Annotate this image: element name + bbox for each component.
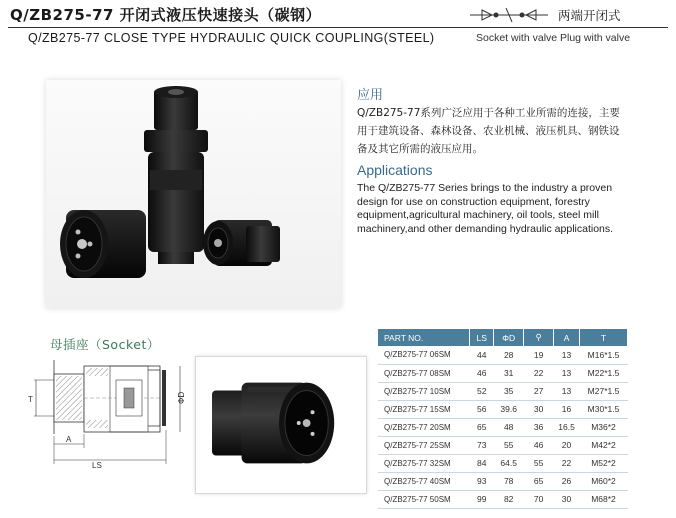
table-cell: 22 [524, 364, 554, 382]
table-cell: Q/ZB275-77 40SM [378, 472, 470, 490]
socket-with-valve-label: Socket with valve [476, 32, 558, 44]
table-cell: 46 [470, 364, 494, 382]
table-cell: 73 [470, 436, 494, 454]
table-cell: M27*1.5 [580, 382, 628, 400]
dim-t-label: T [28, 395, 33, 404]
table-row [378, 346, 628, 364]
table-cell: 70 [524, 490, 554, 508]
table-cell: M52*2 [580, 454, 628, 472]
table-cell: 35 [494, 382, 524, 400]
table-cell: M22*1.5 [580, 364, 628, 382]
applications-heading-zh: 应用 [357, 88, 384, 103]
table-row [378, 418, 628, 436]
table-cell: M42*2 [580, 436, 628, 454]
table-cell: 36 [524, 418, 554, 436]
col-ls: LS [470, 329, 494, 346]
table-cell: 99 [470, 490, 494, 508]
table-cell: 65 [470, 418, 494, 436]
table-cell: 52 [470, 382, 494, 400]
table-cell: Q/ZB275-77 10SM [378, 382, 470, 400]
table-cell: 13 [554, 364, 580, 382]
table-cell: Q/ZB275-77 20SM [378, 418, 470, 436]
plug-with-valve-label: Plug with valve [560, 32, 631, 44]
table-cell: 31 [494, 364, 524, 382]
socket-section-title: 母插座（Socket） [50, 337, 160, 352]
valve-symbol-icon [468, 6, 550, 24]
table-cell: 55 [494, 436, 524, 454]
table-cell: 19 [524, 346, 554, 364]
table-cell: 93 [470, 472, 494, 490]
table-row [378, 472, 628, 490]
col-d: ΦD [494, 329, 524, 346]
table-cell: 78 [494, 472, 524, 490]
table-cell: 64.5 [494, 454, 524, 472]
table-cell: 39.6 [494, 400, 524, 418]
spec-table [378, 329, 628, 509]
table-cell: Q/ZB275-77 06SM [378, 346, 470, 364]
table-cell: Q/ZB275-77 50SM [378, 490, 470, 508]
table-cell: 46 [524, 436, 554, 454]
table-row [378, 382, 628, 400]
table-cell: 44 [470, 346, 494, 364]
table-cell: 26 [554, 472, 580, 490]
applications-text-zh: Q/ZB275-77系列广泛应用于各种工业所需的连接，主要用于建筑设备、森林设备、农业机械、液压机具、钢铁设备及其它所需的液压应用。 [357, 107, 620, 155]
socket-technical-drawing [28, 352, 193, 472]
table-cell: M16*1.5 [580, 346, 628, 364]
table-row [378, 490, 628, 508]
dim-d-label: ΦD [177, 391, 186, 404]
table-row [378, 454, 628, 472]
table-cell: Q/ZB275-77 32SM [378, 454, 470, 472]
table-cell: 48 [494, 418, 524, 436]
table-row [378, 436, 628, 454]
dim-a-label: A [66, 435, 72, 444]
table-cell: M60*2 [580, 472, 628, 490]
table-cell: M68*2 [580, 490, 628, 508]
table-cell: 30 [554, 490, 580, 508]
table-cell: 22 [554, 454, 580, 472]
table-cell: 16 [554, 400, 580, 418]
header-divider [8, 27, 668, 28]
table-cell: 82 [494, 490, 524, 508]
table-cell: 84 [470, 454, 494, 472]
table-cell: 16.5 [554, 418, 580, 436]
table-cell: 13 [554, 382, 580, 400]
applications-text-en: The Q/ZB275-77 Series brings to the industry a proven design for use on construction equipment, forestry equipment,agricultural machinery, oil tools, steel mill machinery,and other demanding hydraulic applications. [357, 182, 614, 235]
table-cell: M30*1.5 [580, 400, 628, 418]
table-row [378, 400, 628, 418]
product-photo [46, 80, 341, 308]
table-cell: 28 [494, 346, 524, 364]
page-title-en: Q/ZB275-77 CLOSE TYPE HYDRAULIC QUICK COUPLING(STEEL) [28, 31, 435, 45]
col-a: A [554, 329, 580, 346]
socket-photo [195, 356, 367, 494]
col-part-no: PART NO. [378, 329, 470, 346]
col-hex: ⚲ [524, 329, 554, 346]
table-cell: 13 [554, 346, 580, 364]
table-cell: 20 [554, 436, 580, 454]
table-cell: 55 [524, 454, 554, 472]
table-cell: Q/ZB275-77 15SM [378, 400, 470, 418]
table-row [378, 364, 628, 382]
col-t: T [580, 329, 628, 346]
applications-heading-en: Applications [357, 162, 433, 178]
dim-ls-label: LS [92, 461, 102, 470]
valve-type-label: 两端开闭式 [558, 8, 621, 23]
table-cell: Q/ZB275-77 25SM [378, 436, 470, 454]
table-cell: 56 [470, 400, 494, 418]
table-cell: Q/ZB275-77 08SM [378, 364, 470, 382]
table-cell: 27 [524, 382, 554, 400]
table-cell: 65 [524, 472, 554, 490]
table-cell: M36*2 [580, 418, 628, 436]
table-cell: 30 [524, 400, 554, 418]
page-title-zh: Q/ZB275-77 开闭式液压快速接头（碳钢） [10, 6, 322, 24]
